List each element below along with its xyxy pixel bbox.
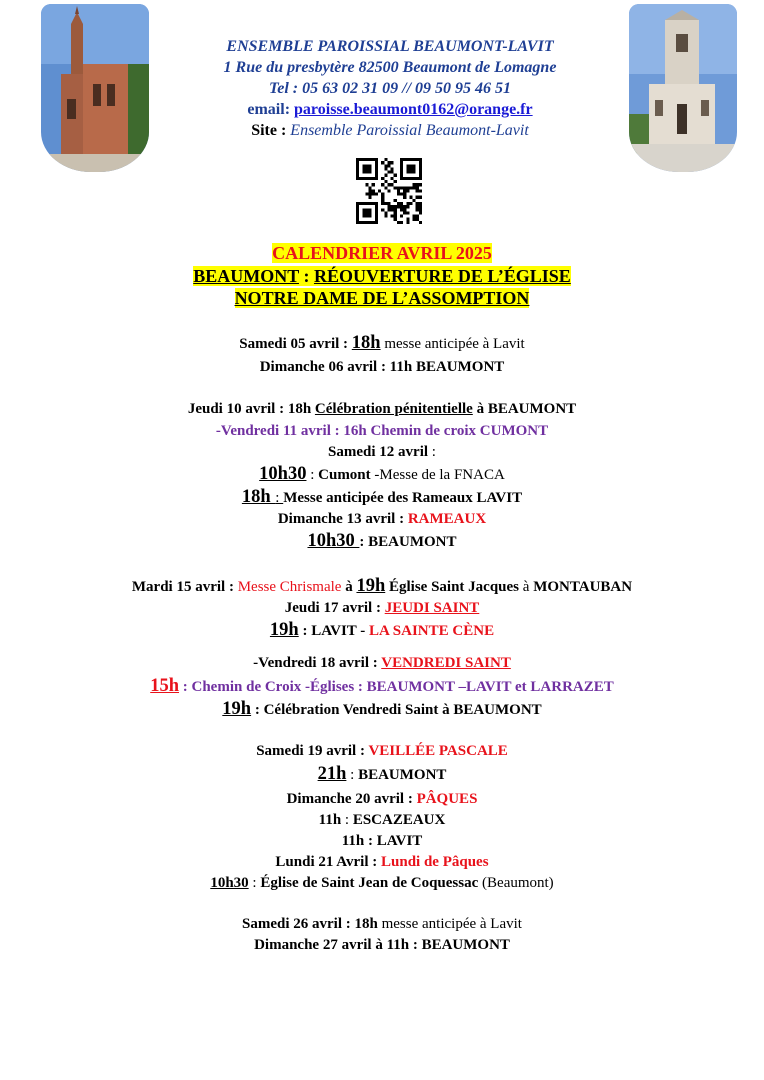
schedule-line: 10h30 : Église de Saint Jean de Coquessac (Beaumont)	[210, 875, 554, 891]
qr-code-icon	[356, 158, 422, 224]
schedule-line: Jeudi 17 avril : JEUDI SAINT	[284, 600, 480, 616]
parish-header	[150, 36, 630, 141]
schedule-line: Samedi 26 avril : 18h messe anticipée à Lavit	[242, 916, 522, 932]
parish-name: ENSEMBLE PAROISSIAL BEAUMONT-LAVIT	[226, 38, 554, 55]
schedule-line: Samedi 05 avril : 18h messe anticipée à Lavit	[239, 333, 525, 353]
schedule-line: Mardi 15 avril : Messe Chrismale à 19h Église Saint Jacques à MONTAUBAN	[131, 576, 633, 596]
schedule-line: 10h30 : BEAUMONT	[307, 531, 457, 551]
schedule-line: Samedi 19 avril : VEILLÉE PASCALE	[256, 743, 508, 759]
schedule-line: Jeudi 10 avril : 18h Célébration pénitentielle à BEAUMONT	[187, 401, 577, 417]
schedule-line: 21h : BEAUMONT	[317, 764, 447, 784]
schedule-line: Dimanche 06 avril : 11h BEAUMONT	[259, 359, 505, 375]
parish-phone: Tel : 05 63 02 31 09 // 09 50 95 46 51	[268, 80, 512, 97]
title-line-1: CALENDRIER AVRIL 2025	[272, 243, 492, 263]
parish-site-line	[150, 120, 630, 141]
schedule-line: Dimanche 20 avril : PÂQUES	[286, 791, 478, 807]
church-photo-left	[41, 4, 149, 172]
parish-address: 1 Rue du presbytère 82500 Beaumont de Lomagne	[223, 59, 557, 76]
schedule-line: -Vendredi 18 avril : VENDREDI SAINT	[253, 655, 511, 671]
church-photo-right	[629, 4, 737, 172]
email-link[interactable]: paroisse.beaumont0162@orange.fr	[294, 101, 533, 118]
schedule-line: 11h : LAVIT	[341, 833, 423, 849]
title-line-3: NOTRE DAME DE L’ASSOMPTION	[234, 288, 530, 308]
site-label: Site :	[251, 122, 287, 139]
schedule-line: -Vendredi 11 avril : 16h Chemin de croix CUMONT	[215, 423, 549, 439]
title-separator: :	[298, 265, 314, 286]
title-reopening: RÉOUVERTURE DE L’ÉGLISE	[313, 265, 571, 286]
schedule-line: 11h : ESCAZEAUX	[318, 812, 446, 828]
schedule-line: Dimanche 13 avril : RAMEAUX	[277, 511, 487, 527]
schedule-line: 15h : Chemin de Croix -Églises : BEAUMONT –LAVIT et LARRAZET	[150, 676, 614, 696]
schedule-line: Samedi 12 avril :	[328, 444, 436, 460]
schedule-line: 18h : Messe anticipée des Rameaux LAVIT	[241, 487, 523, 507]
title-beaumont: BEAUMONT	[193, 265, 299, 286]
schedule-line: 19h : Célébration Vendredi Saint à BEAUMONT	[222, 699, 542, 719]
schedule-line: 10h30 : Cumont -Messe de la FNACA	[259, 464, 505, 484]
email-label: email:	[247, 101, 291, 118]
schedule-line: Lundi 21 Avril : Lundi de Pâques	[275, 854, 489, 870]
calendar-title	[0, 242, 764, 310]
site-link[interactable]: Ensemble Paroissial Beaumont-Lavit	[290, 122, 529, 139]
schedule-line: 19h : LAVIT - LA SAINTE CÈNE	[269, 620, 495, 640]
schedule-line: Dimanche 27 avril à 11h : BEAUMONT	[254, 937, 510, 953]
parish-email-line	[150, 99, 630, 120]
